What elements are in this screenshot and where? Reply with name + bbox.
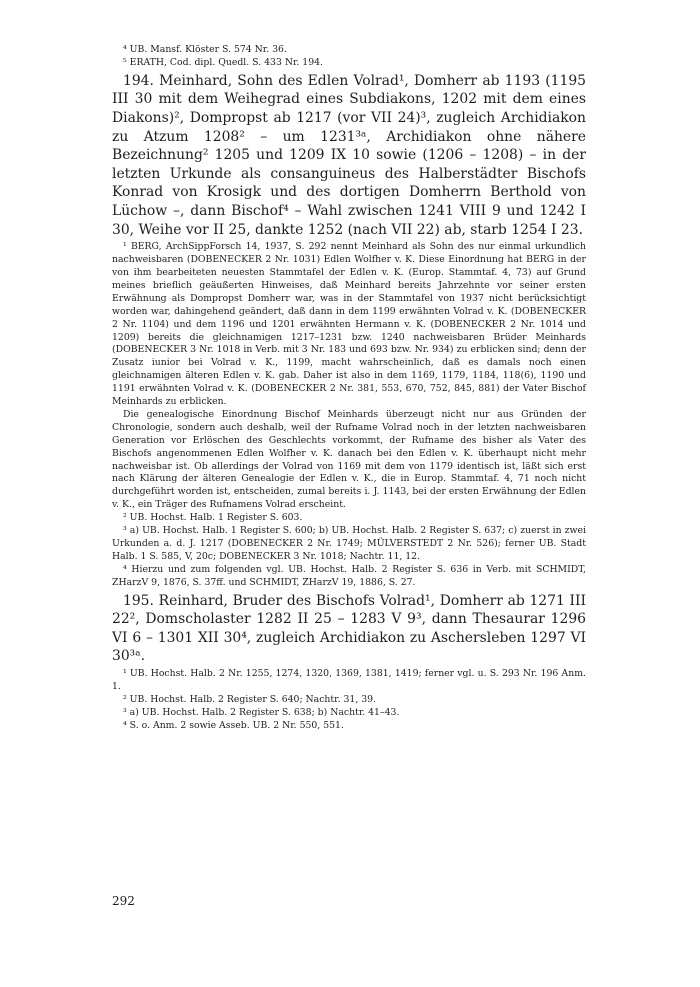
- top-footnote-5: ⁵ ERATH, Cod. dipl. Quedl. S. 433 Nr. 194.: [123, 56, 323, 68]
- entry-194-note-4: ⁴ Hierzu und zum folgenden vgl. UB. Hochst. Halb. 2 Register S. 636 in Verb. mit SCHMIDT, ZHarzV 9, 1876, S. 37ff. und SCHMIDT, ZHarzV 19, 1886, S. 27.: [112, 563, 586, 588]
- entry-194-note-2: ² UB. Hochst. Halb. 1 Register S. 603.: [123, 512, 303, 524]
- entry-194-note-3: ³ a) UB. Hochst. Halb. 1 Register S. 600; b) UB. Hochst. Halb. 2 Register S. 637; c) zuerst in zwei Urkunden a. d. J. 1217 (DOBENECKER 2 Nr. 1749; MÜLVERSTEDT 2 Nr. 526); ferner UB. Stadt Halb. 1 S. 585, V, 20c; DOBENECKER 3 Nr. 1018; Nachtr. 11, 12.: [112, 525, 586, 562]
- entry-194-note-1: ¹ BERG, ArchSippForsch 14, 1937, S. 292 nennt Meinhard als Sohn des nur einmal urkundlich nachweisbaren (DOBENECKER 2 Nr. 1031) Edlen Wolfher v. K. Diese Einordnung hat BERG in der von ihm bearbeiteten neuesten Stammtafel der Edlen v. K. (Europ. Stammtaf. 4, 73) auf Grund meines brieflich geäußerten Hinweises, daß Meinhard bereits Jahrzehnte vor seiner ersten Erwähnung als Dompropst Domherr war, was in der Stammtafel von 1937 nicht berücksichtigt worden war, dahingehend geändert, daß dann in dem 1199 erwähnten Volrad v. K. (DOBENECKER 2 Nr. 1104) und dem 1196 und 1201 erwähnten Hermann v. K. (DOBENECKER 2 Nr. 1014 und 1209) bereits die gleichnamigen 1217–1231 bzw. 1240 nachweisbaren Brüder Meinhards (DOBENECKER 3 Nr. 1018 in Verb. mit 3 Nr. 183 und 693 bzw. Nr. 934) zu erblicken sind; denn der Zusatz iunior bei Volrad v. K., 1199, macht wahrscheinlich, daß es damals noch einen gleichnamigen älteren Edlen v. K. gab. Daher ist also in dem 1169, 1179, 1184, 118(6), 1190 und 1191 erwähnten Volrad v. K. (DOBENECKER 2 Nr. 381, 553, 670, 752, 845, 881) der Vater Bischof Meinhards zu erblicken.: [112, 241, 586, 408]
- entry-195-note-1: ¹ UB. Hochst. Halb. 2 Nr. 1255, 1274, 1320, 1369, 1381, 1419; ferner vgl. u. S. 293 Nr. 196 Anm. 1.: [112, 668, 586, 692]
- entry-194-note-1-continued: Die genealogische Einordnung Bischof Meinhards überzeugt nicht nur aus Gründen der Chronologie, sondern auch deshalb, weil der Rufname Volrad noch in der letzten nachweisbaren Generation vor Erlöschen des Geschlechts vorkommt, der Rufname des bisher als Vater des Bischofs angenommenen Edlen Wolfher v. K. danach bei den Edlen v. K. überhaupt nicht mehr nachweisbar ist. Ob allerdings der Volrad von 1169 mit dem von 1179 identisch ist, läßt sich erst nach Klärung der älteren Genealogie der Edlen v. K., die in Europ. Stammtaf. 4, 71 noch nicht durchgeführt worden ist, entscheiden, zumal bereits i. J. 1143, bei der ersten Erwähnung der Edlen v. K., ein Träger des Rufnamens Volrad erscheint.: [112, 408, 586, 511]
- top-footnote-4: ⁴ UB. Mansf. Klöster S. 574 Nr. 36.: [123, 44, 287, 55]
- page-body: [112, 44, 586, 733]
- entry-195-text: 195. Reinhard, Bruder des Bischofs Volrad¹, Domherr ab 1271 III 22², Domscholaster 1282 II 25 – 1283 V 9³, dann Thesaurar 1296 VI 6 – 1301 XII 30⁴, zugleich Archidiakon zu Aschersleben 1297 VI 30³ᵃ.: [112, 592, 586, 665]
- entry-195-note-3: ³ a) UB. Hochst. Halb. 2 Register S. 638; b) Nachtr. 41–43.: [123, 706, 400, 718]
- entry-195-note-2: ² UB. Hochst. Halb. 2 Register S. 640; Nachtr. 31, 39.: [123, 693, 377, 705]
- page-number: 292: [112, 894, 135, 908]
- entry-195-note-4: ⁴ S. o. Anm. 2 sowie Asseb. UB. 2 Nr. 550, 551.: [123, 719, 344, 731]
- entry-194-text: 194. Meinhard, Sohn des Edlen Volrad¹, Domherr ab 1193 (1195 III 30 mit dem Weihegrad eines Subdiakons, 1202 mit dem eines Diakons)², Dompropst ab 1217 (vor VII 24)³, zugleich Archidiakon zu Atzum 1208² – um 1231³ᵃ, Archidiakon ohne nähere Bezeichnung² 1205 und 1209 IX 10 sowie (1206 – 1208) – in der letzten Urkunde als consanguineus des Halberstädter Bischofs Konrad von Krosigk und des dortigen Domherrn Berthold von Lüchow –, dann Bischof⁴ – Wahl zwischen 1241 VIII 9 und 1242 I 30, Weihe vor II 25, dankte 1252 (nach VII 22) ab, starb 1254 I 23.: [112, 72, 586, 238]
